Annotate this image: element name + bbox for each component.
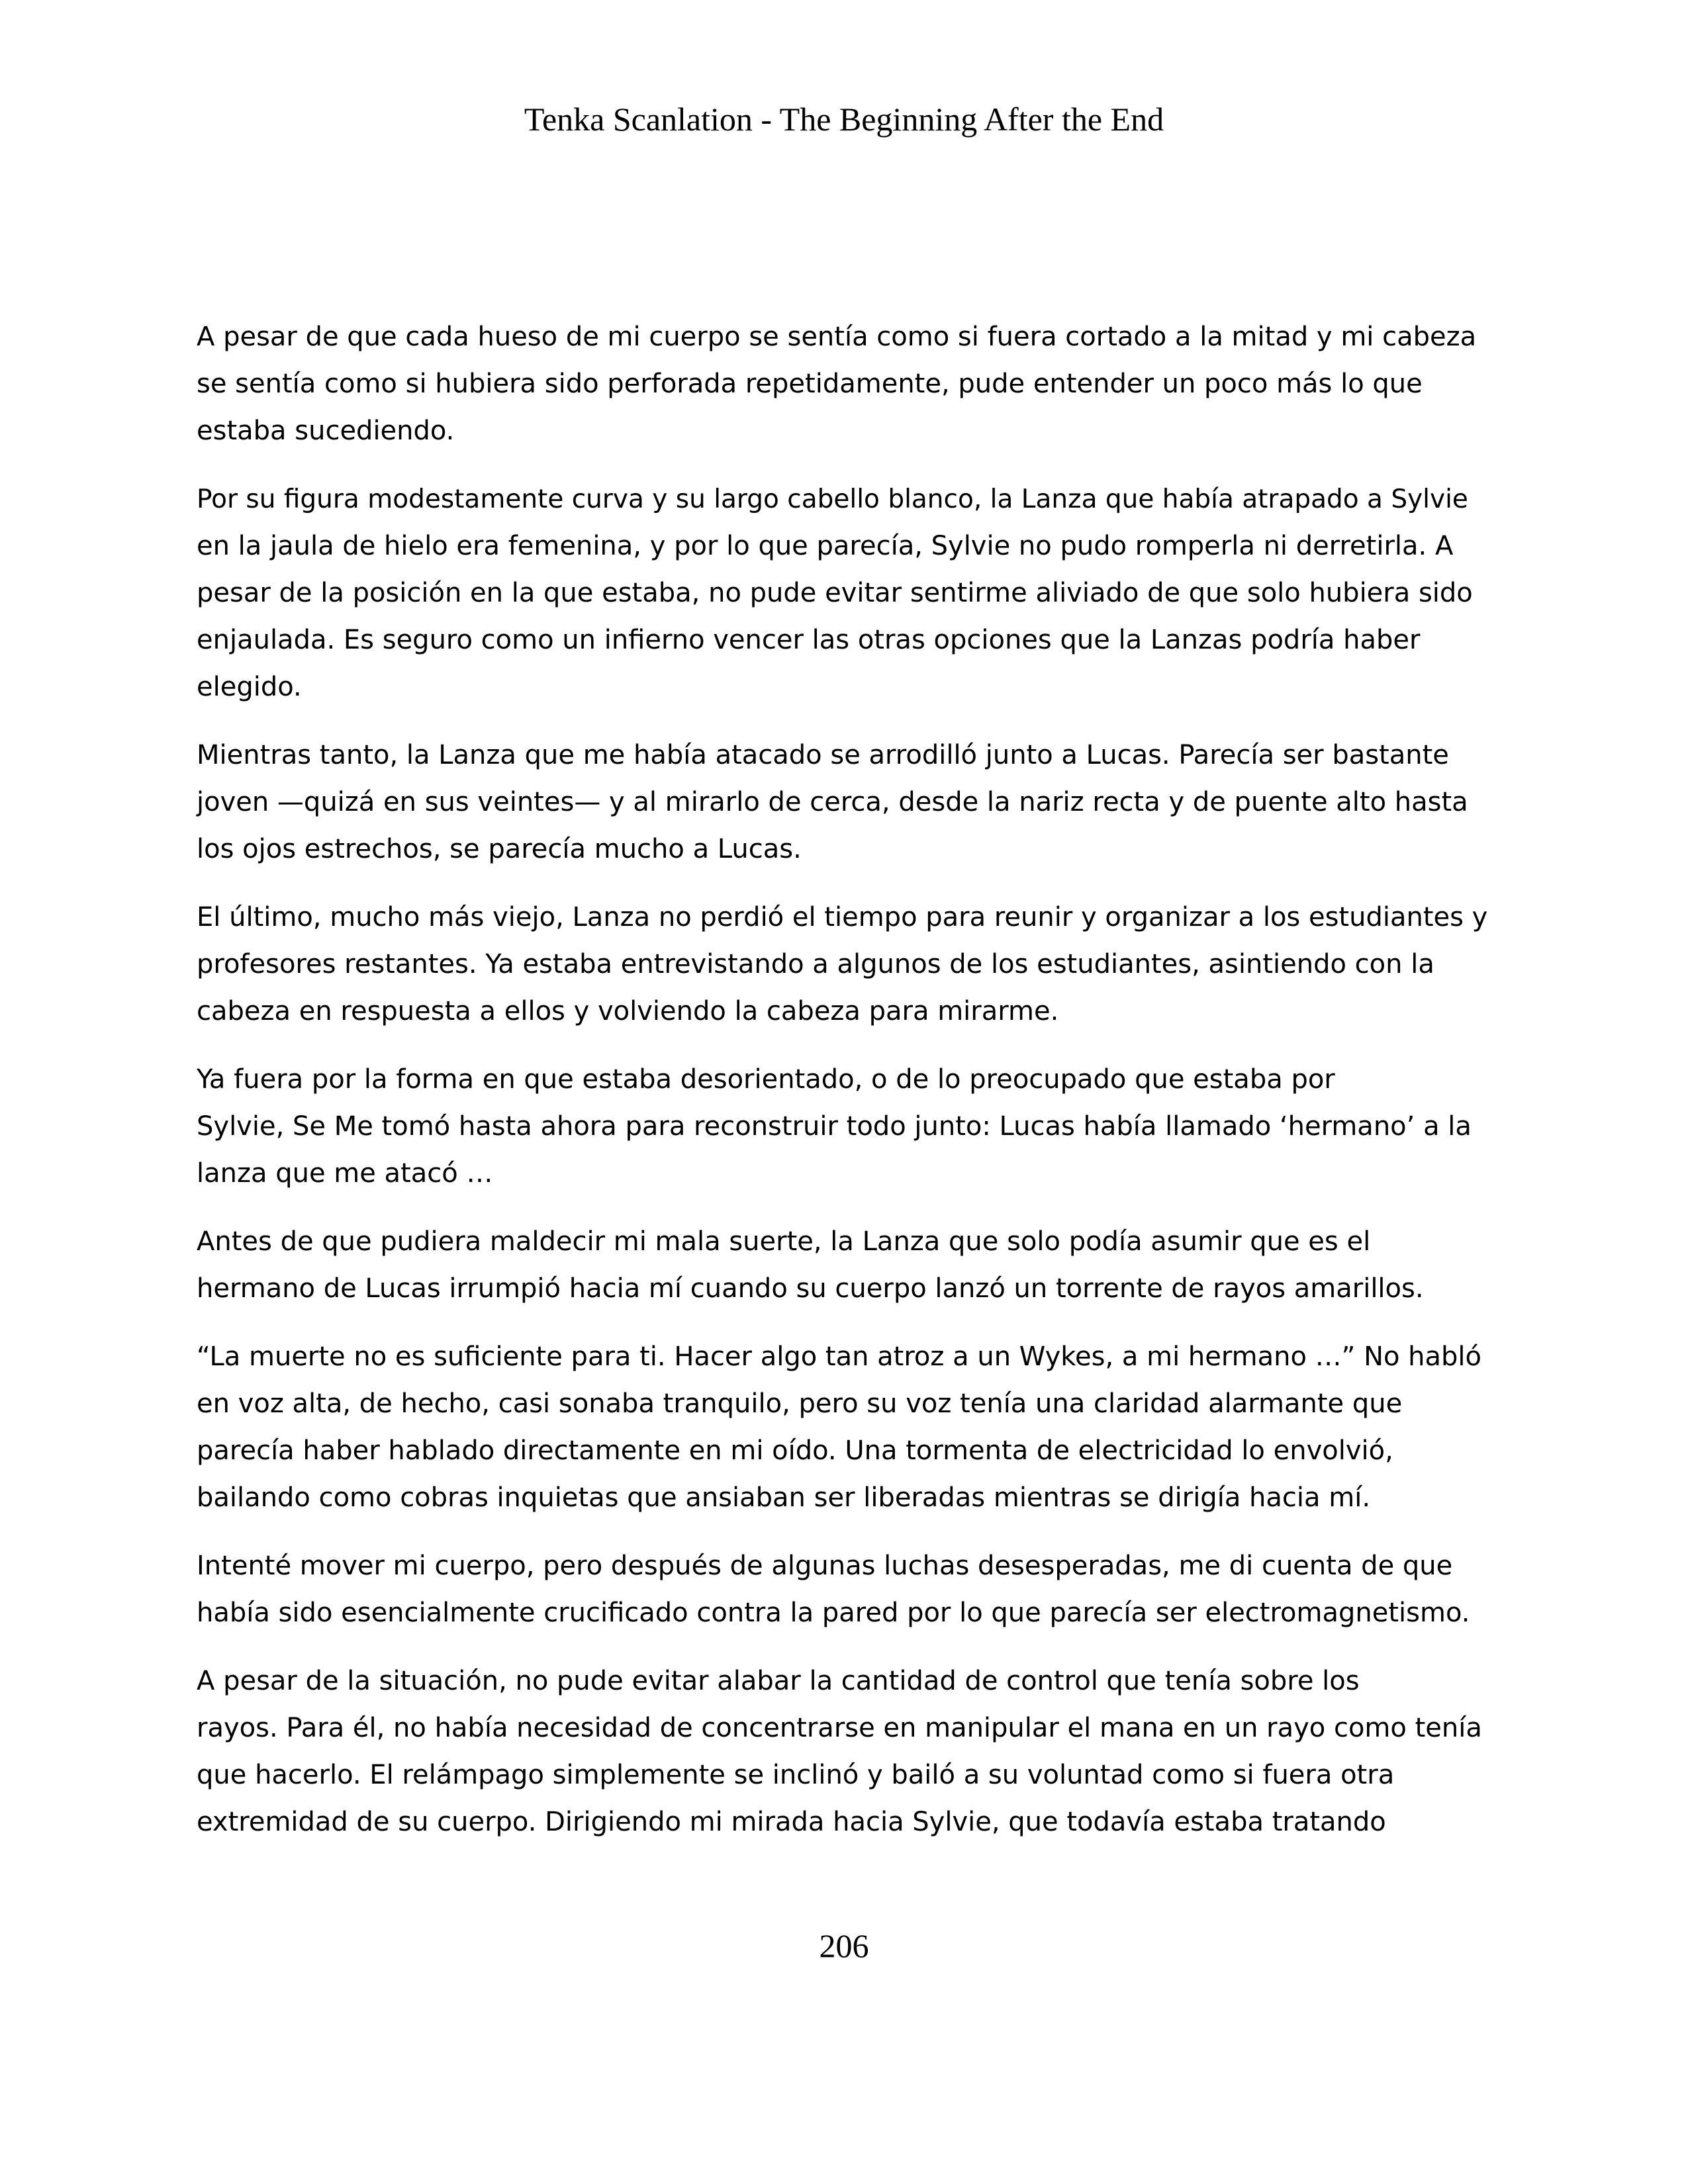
text-line: pesar de la posición en la que estaba, no pude evitar sentirme aliviado de que solo hubiera sido — [197, 578, 1473, 608]
text-line: hermano de Lucas irrumpió hacia mí cuando su cuerpo lanzó un torrente de rayos amarillos. — [197, 1273, 1424, 1304]
text-line: estaba sucediendo. — [197, 416, 455, 446]
paragraph — [197, 476, 1494, 711]
text-line: El último, mucho más viejo, Lanza no perdió el tiempo para reunir y organizar a los estudiantes y — [197, 902, 1488, 933]
text-line: extremidad de su cuerpo. Dirigiendo mi mirada hacia Sylvie, que todavía estaba tratando — [197, 1807, 1386, 1837]
paragraph — [197, 732, 1494, 873]
text-line: Por su figura modestamente curva y su largo cabello blanco, la Lanza que había atrapado a Sylvie — [197, 484, 1468, 514]
text-line: Intenté mover mi cuerpo, pero después de algunas luchas desesperadas, me di cuenta de que — [197, 1551, 1453, 1581]
text-line: los ojos estrechos, se parecía mucho a Lucas. — [197, 834, 802, 864]
text-line: elegido. — [197, 672, 302, 702]
text-line: se sentía como si hubiera sido perforada repetidamente, pude entender un poco más lo que — [197, 369, 1423, 399]
text-line: enjaulada. Es seguro como un infierno vencer las otras opciones que la Lanzas podría haber — [197, 625, 1421, 655]
text-line: en voz alta, de hecho, casi sonaba tranquilo, pero su voz tenía una claridad alarmante que — [197, 1388, 1403, 1419]
text-line: lanza que me atacó … — [197, 1158, 493, 1189]
text-line: A pesar de que cada hueso de mi cuerpo se sentía como si fuera cortado a la mitad y mi cabeza — [197, 322, 1477, 352]
text-line: bailando como cobras inquietas que ansiaban ser liberadas mientras se dirigía hacia mí. — [197, 1482, 1371, 1513]
paragraph — [197, 1056, 1494, 1197]
text-line: Mientras tanto, la Lanza que me había atacado se arrodilló junto a Lucas. Parecía ser bastante — [197, 740, 1449, 770]
text-line: “La muerte no es suficiente para ti. Hacer algo tan atroz a un Wykes, a mi hermano …” No habló — [197, 1342, 1482, 1372]
text-line: parecía haber hablado directamente en mi oído. Una tormenta de electricidad lo envolvió, — [197, 1435, 1393, 1466]
page-header-title: Tenka Scanlation - The Beginning After the End — [524, 101, 1164, 138]
body-text — [197, 314, 1494, 1867]
text-line: había sido esencialmente crucificado contra la pared por lo que parecía ser electromagnetismo. — [197, 1598, 1470, 1628]
page-number: 206 — [819, 1927, 869, 1964]
text-line: profesores restantes. Ya estaba entrevistando a algunos de los estudiantes, asintiendo con la — [197, 949, 1434, 979]
text-line: Sylvie, Se Me tomó hasta ahora para reconstruir todo junto: Lucas había llamado ‘hermano’ a la — [197, 1111, 1472, 1142]
text-line: en la jaula de hielo era femenina, y por lo que parecía, Sylvie no pudo romperla ni derretirla. A — [197, 531, 1454, 561]
text-line: joven —quizá en sus veintes— y al mirarlo de cerca, desde la nariz recta y de puente alto hasta — [197, 787, 1468, 817]
paragraph — [197, 894, 1494, 1035]
text-line: Ya fuera por la forma en que estaba desorientado, o de lo preocupado que estaba por — [197, 1064, 1335, 1095]
text-line: que hacerlo. El relámpago simplemente se inclinó y bailó a su voluntad como si fuera otra — [197, 1760, 1395, 1790]
paragraph — [197, 314, 1494, 455]
text-line: cabeza en respuesta a ellos y volviendo la cabeza para mirarme. — [197, 996, 1059, 1026]
paragraph — [197, 1658, 1494, 1846]
text-line: A pesar de la situación, no pude evitar alabar la cantidad de control que tenía sobre los — [197, 1666, 1360, 1696]
text-line: rayos. Para él, no había necesidad de concentrarse en manipular el mana en un rayo como tenía — [197, 1713, 1482, 1743]
paragraph — [197, 1334, 1494, 1522]
text-line: Antes de que pudiera maldecir mi mala suerte, la Lanza que solo podía asumir que es el — [197, 1226, 1371, 1257]
paragraph — [197, 1218, 1494, 1312]
paragraph — [197, 1543, 1494, 1637]
